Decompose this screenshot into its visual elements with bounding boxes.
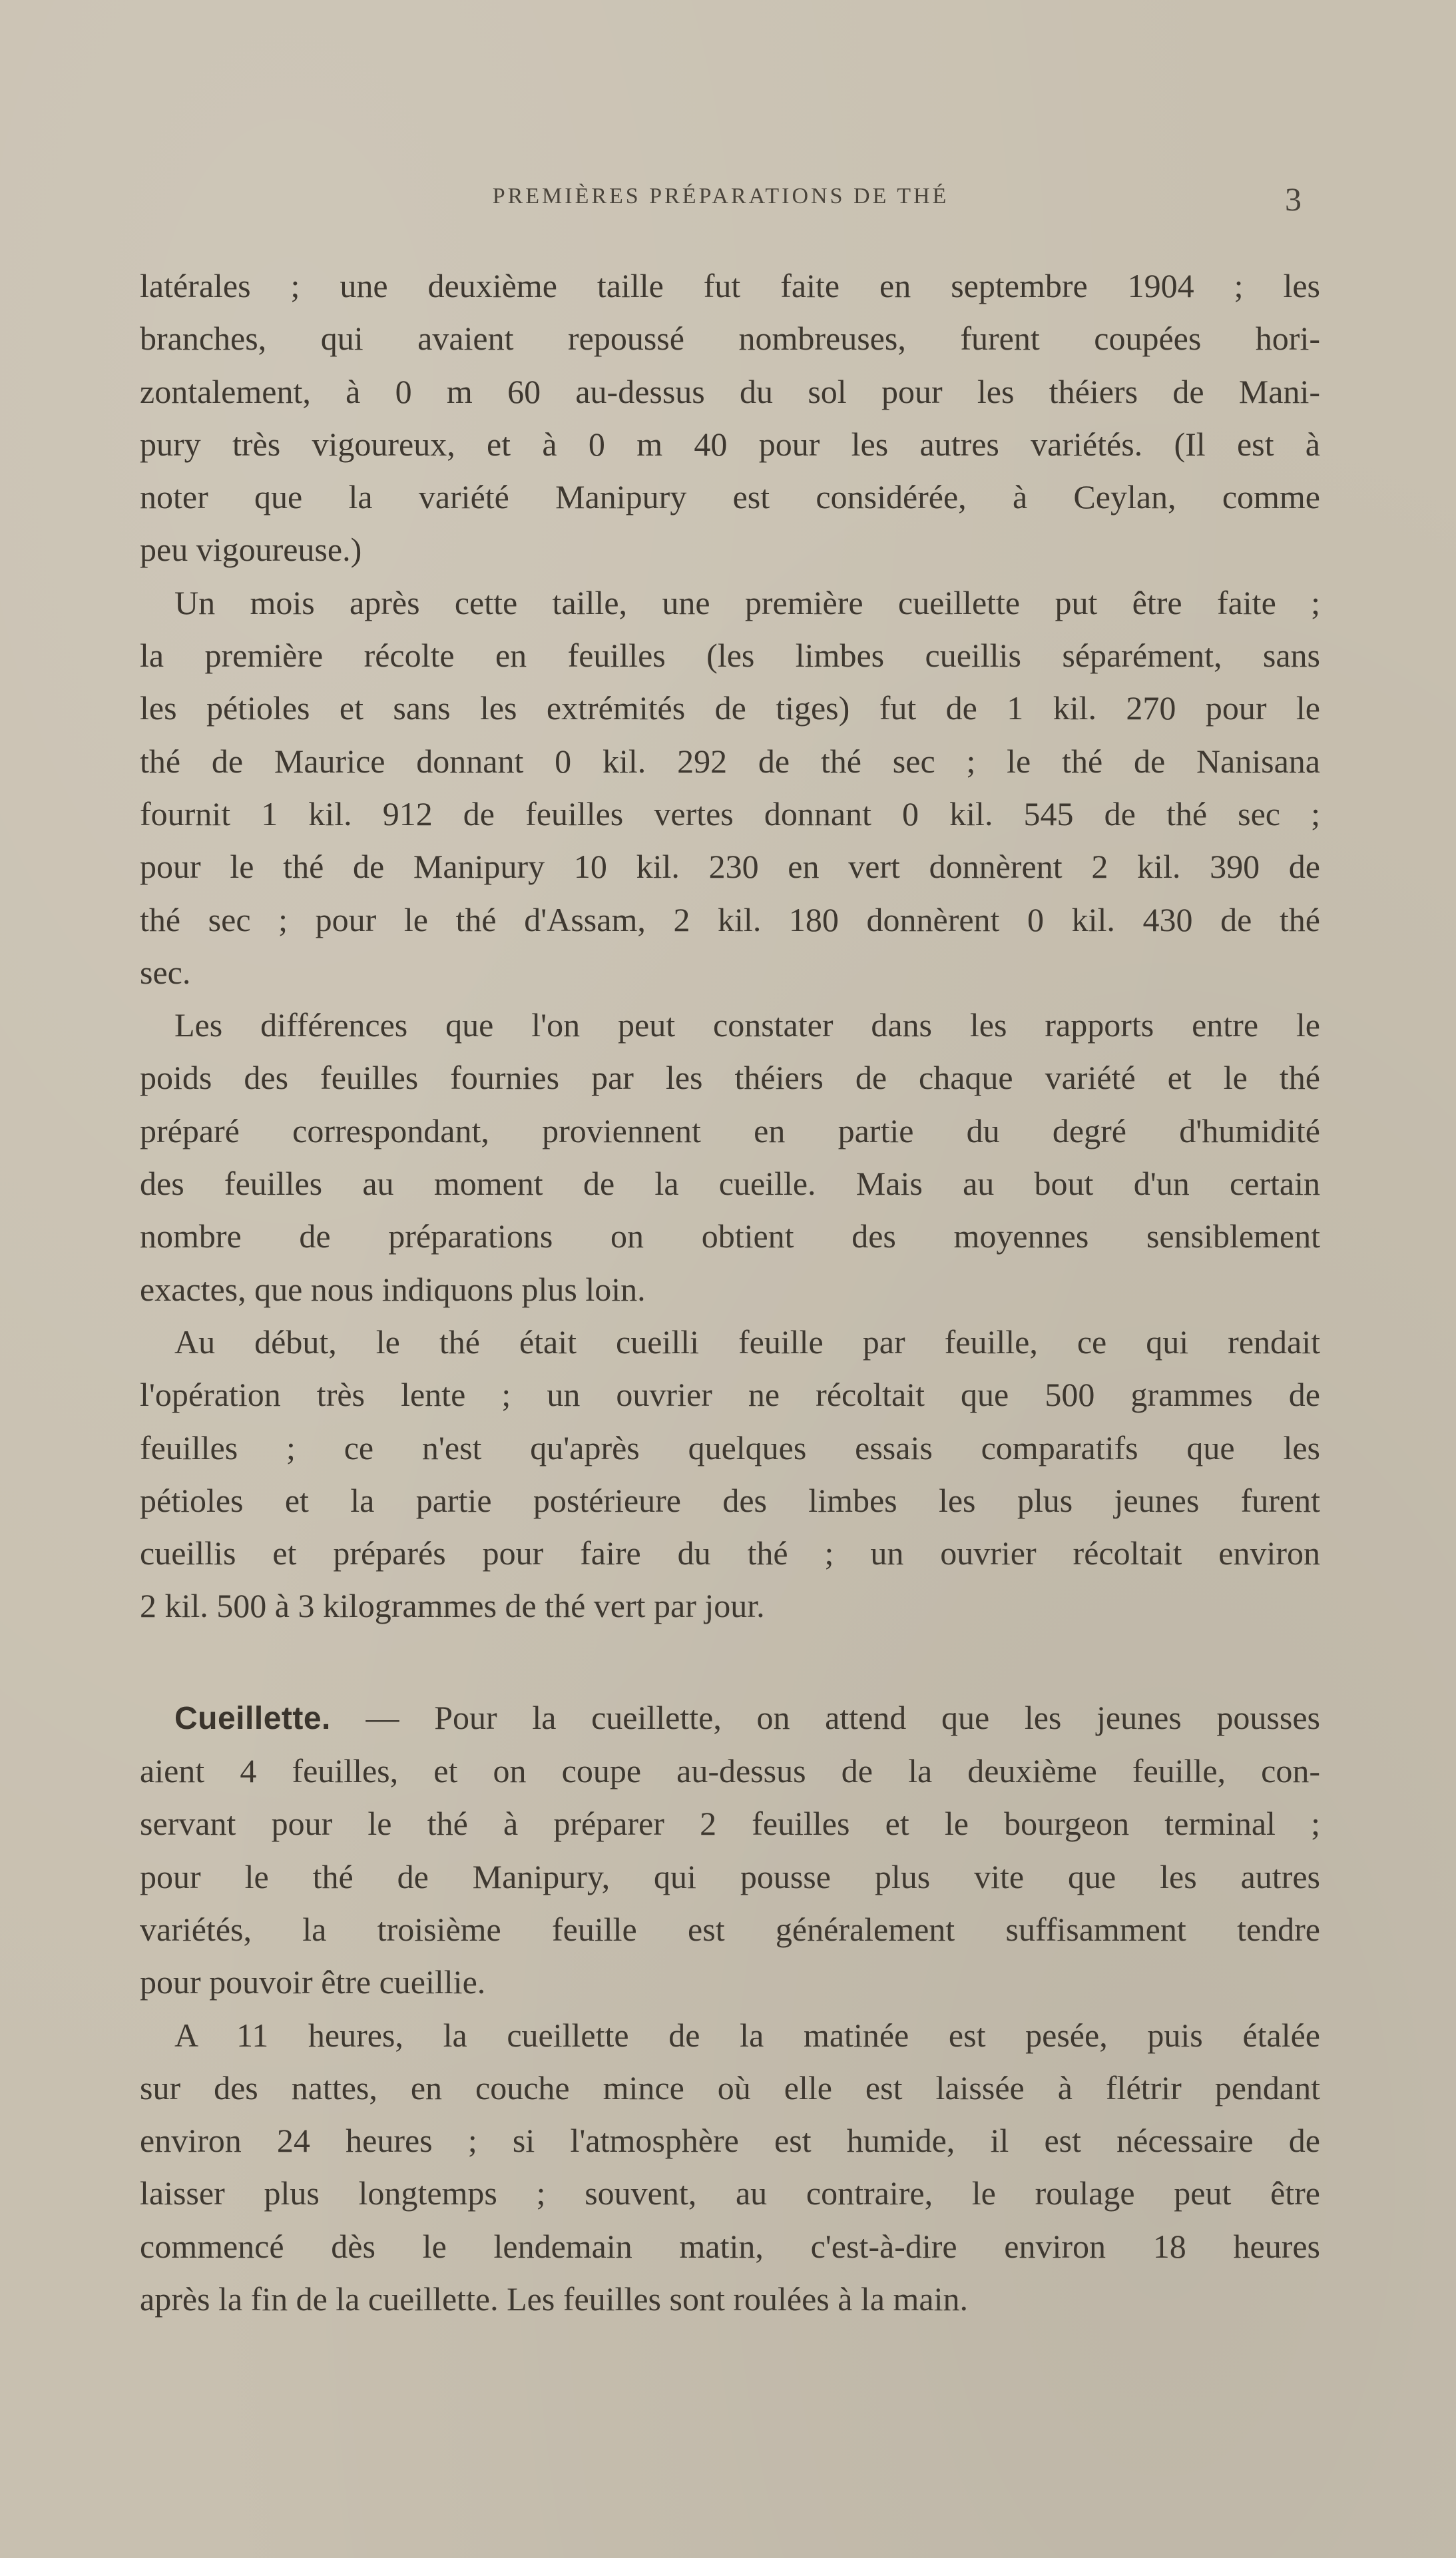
text-line: cueillis et préparés pour faire du thé ; un ouvrier récoltait environ [140,1534,1320,1572]
text-line: thé sec ; pour le thé d'Assam, 2 kil. 180 donnèrent 0 kil. 430 de thé [140,900,1320,938]
text-line: variétés, la troisième feuille est généralement suffisamment tendre [140,1910,1320,1948]
text-line: la première récolte en feuilles (les limbes cueillis séparément, sans [140,637,1320,675]
text-line: exactes, que nous indiquons plus loin. [140,1270,646,1308]
text-line: l'opération très lente ; un ouvrier ne récoltait que 500 grammes de [140,1376,1320,1414]
paragraph-2 [140,577,1320,999]
section-first-line [140,1692,1320,1745]
text-line: des feuilles au moment de la cueille. Mais au bout d'un certain [140,1165,1320,1203]
text-line: préparé correspondant, proviennent en partie du degré d'humidité [140,1112,1320,1149]
text-line: pétioles et la partie postérieure des limbes les plus jeunes furent [140,1481,1320,1519]
paragraph-3 [140,999,1320,1316]
text-line: aient 4 feuilles, et on coupe au-dessus de la deuxième feuille, con- [140,1752,1320,1790]
text-line: zontalement, à 0 m 60 au-dessus du sol pour les théiers de Mani- [140,372,1320,410]
text-line: nombre de préparations on obtient des moyennes sensiblement [140,1217,1320,1255]
text-line: pury très vigoureux, et à 0 m 40 pour les autres variétés. (Il est à [140,425,1320,463]
section-paragraph-2 [140,2009,1320,2326]
paragraph-4 [140,1316,1320,1633]
text-line: noter que la variété Manipury est considérée, à Ceylan, comme [140,478,1320,516]
text-line: Un mois après cette taille, une première cueillette put être faite ; [174,583,1320,621]
text-line: les pétioles et sans les extrémités de tiges) fut de 1 kil. 270 pour le [140,689,1320,727]
text-line: branches, qui avaient repoussé nombreuses, furent coupées hori- [140,320,1320,358]
running-head [140,180,1302,224]
text-line: sec. [140,953,191,991]
text-line: Les différences que l'on peut constater dans les rapports entre le [174,1006,1320,1044]
text-line: commencé dès le lendemain matin, c'est-à-dire environ 18 heures [140,2227,1320,2265]
text-line: latérales ; une deuxième taille fut faite en septembre 1904 ; les [140,267,1320,304]
section-gap [140,1633,1320,1692]
text-line: fournit 1 kil. 912 de feuilles vertes donnant 0 kil. 545 de thé sec ; [140,795,1320,832]
text-line: environ 24 heures ; si l'atmosphère est humide, il est nécessaire de [140,2122,1320,2160]
text-line: après la fin de la cueillette. Les feuilles sont roulées à la main. [140,2280,968,2318]
text-line: feuilles ; ce n'est qu'après quelques essais comparatifs que les [140,1429,1320,1466]
section-paragraph-1 [140,1692,1320,2009]
text-line: sur des nattes, en couche mince où elle est laissée à flétrir pendant [140,2069,1320,2106]
text-line: peu vigoureuse.) [140,531,362,569]
section-first-line-text: Pour la cueillette, on attend que les jeunes pousses [434,1698,1320,1736]
page-number: 3 [1285,180,1302,218]
text-line: poids des feuilles fournies par les théiers de chaque variété et le thé [140,1059,1320,1097]
text-line: laisser plus longtemps ; souvent, au contraire, le roulage peut être [140,2174,1320,2212]
section-heading: Cueillette. [174,1700,331,1736]
text-line: thé de Maurice donnant 0 kil. 292 de thé sec ; le thé de Nanisana [140,742,1320,780]
text-line: pour pouvoir être cueillie. [140,1963,486,2001]
running-title: PREMIÈRES PRÉPARATIONS DE THÉ [492,184,949,208]
body-text [140,260,1320,2326]
heading-dash: — [330,1698,435,1736]
text-line: pour le thé de Manipury 10 kil. 230 en vert donnèrent 2 kil. 390 de [140,848,1320,886]
text-line: 2 kil. 500 à 3 kilogrammes de thé vert par jour. [140,1587,765,1625]
text-line: A 11 heures, la cueillette de la matinée est pesée, puis étalée [174,2016,1320,2054]
paragraph-1 [140,260,1320,577]
text-line: servant pour le thé à préparer 2 feuilles et le bourgeon terminal ; [140,1805,1320,1843]
text-line: Au début, le thé était cueilli feuille par feuille, ce qui rendait [174,1323,1320,1361]
text-line: pour le thé de Manipury, qui pousse plus vite que les autres [140,1857,1320,1895]
